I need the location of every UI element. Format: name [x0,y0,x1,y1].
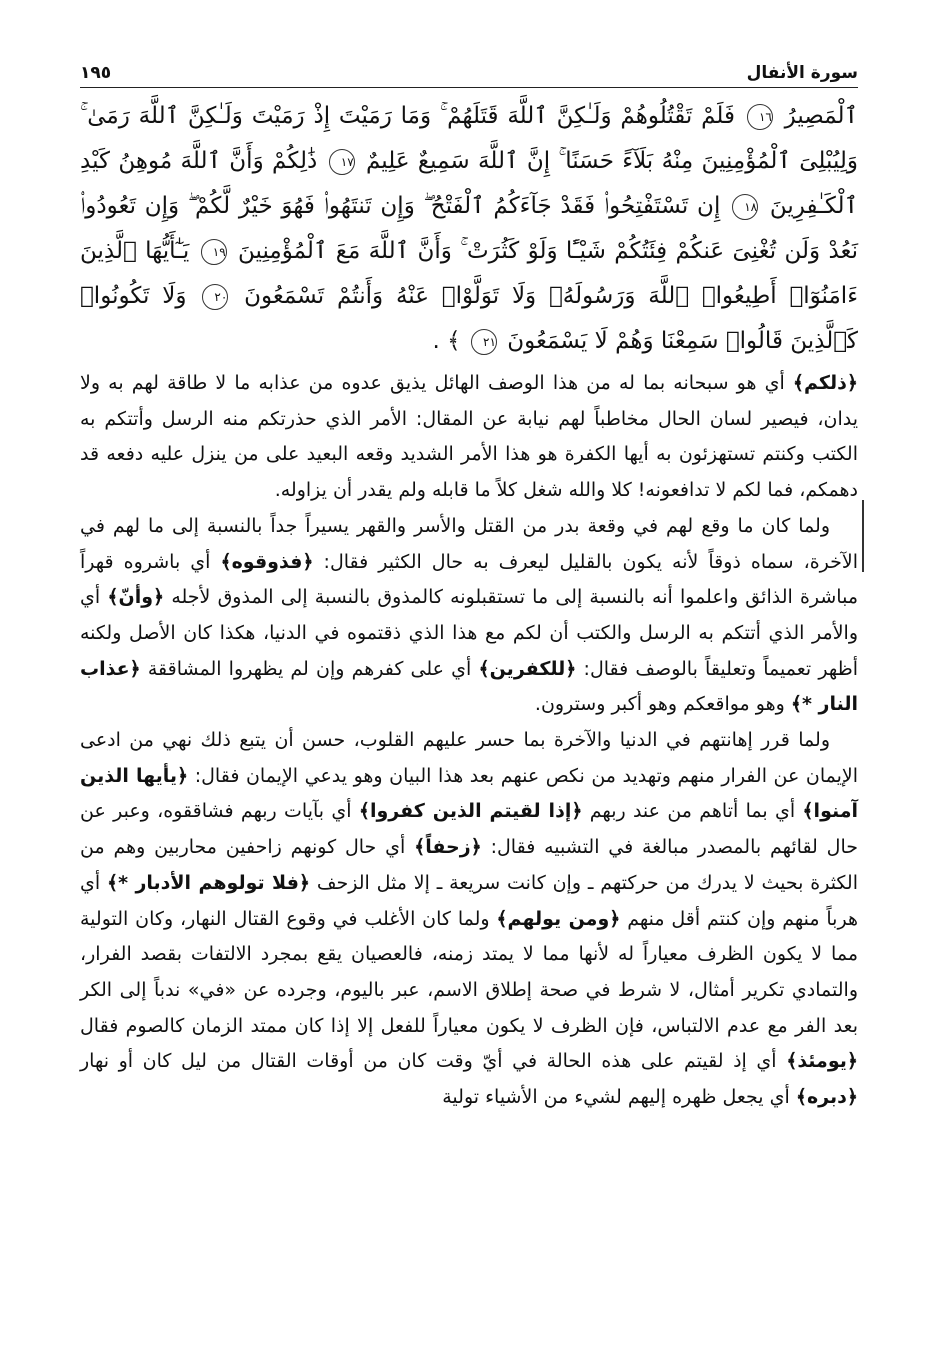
paragraph-text: ولما كان ما وقع لهم في وقعة بدر من القتل والأسر والقهر يسيراً جداً بالنسبة إلى ما لهم في الآخرة، سماه ذوقاً لأنه يكون بالقليل ليعرف به حال الكثير فقال: [80,514,859,573]
page-header [80,55,858,88]
quran-verses [80,94,858,364]
quoted-verse-segment: ﴿زحفاً﴾ [414,836,482,859]
ayah-number-marker: ١٨ [732,194,758,220]
verse-text: يَـٰٓأَيُّهَا ٱلَّذِينَ ءَامَنُوٓا۟ أَطِيعُوا۟ ٱللَّهَ وَرَسُولَهُۥ وَلَا تَوَلَّوْا۟ عَنْهُ وَأَنتُمْ تَسْمَعُونَ [80,238,859,309]
page-number: ١٩٥ [80,63,112,83]
paragraph-text: أي هو سبحانه بما له من هذا الوصف الهائل يذيق عدوه من عذابه ما لا طاقة لهم به ولا يدان، فيصير لسان الحال مخاطباً لهم نيابة عن المقال: الأمر الذي حذرتكم منه الرسل وأتتكم به الكتب وكنتم تستهزئون به أيها الكفرة هو هذا الأمر الشديد وقعه البعيد على من ينزل عليه دفعه قد دهمكم، فما لكم لا تدافعونه! كلا والله شغل كلاً ما قابله ولم يقدر أن يزاوله. [80,372,858,502]
ayah-number-marker: ٢١ [471,329,497,355]
ayah-number-marker: ١٦ [747,104,773,130]
ayah-number-marker: ٢٠ [202,284,228,310]
quoted-verse-segment: ﴿فلا تولوهم الأدبار *﴾ [106,871,311,894]
quoted-verse-segment: ﴿يأيها الذين آمنوا﴾ [80,764,859,823]
paragraph-text: وهو مواقعكم وهو أكبر وسترون. [534,693,791,716]
ayah-number-marker: ١٩ [201,239,227,265]
paragraph-text: أي والأمر الذي أتتكم به الرسل والكتب أن لكم مع هذا الذي ذقتموه في الدنيا، هكذا كان الأصل ولكنه أظهر تعميماً وتعليقاً بالوصف فقال: [80,586,858,680]
verse-text: إِن تَسْتَفْتِحُوا۟ فَقَدْ جَآءَكُمُ ٱلْفَتْحُ ۖ وَإِن تَنتَهُوا۟ فَهُوَ خَيْرٌ لَّكُمْ ۖ وَإِن تَعُودُوا۟ نَعُدْ وَلَن تُغْنِىَ عَنكُمْ فِئَتُكُمْ شَيْـًٔا وَلَوْ كَثُرَتْ ۚ وَأَنَّ ٱللَّهَ مَعَ ٱلْمُؤْمِنِينَ [80,193,859,264]
verse-text: ٱلْمَصِيرُ [784,103,858,129]
quoted-verse-segment: ﴿ذلكم﴾ [792,372,858,394]
verses-closing: ﴾ . [432,328,461,354]
quoted-verse-segment: ﴿عذاب النار *﴾ [80,657,858,716]
paragraph-text: أي باشروه قهراً مباشرة الذائق واعلموا أنه بالنسبة إلى ما تستقبلونه كالمذوق بالنسبة إلى المذوق لأجله [80,550,859,609]
paragraph-text: أي على كفرهم وإن لم يظهروا المشاققة [140,657,479,680]
paragraph-text: ولما قرر إهانتهم في الدنيا والآخرة بما حسر عليهم القلوب، حسن أن يتبع ذلك نهي من ادعى الإيمان عن الفرار منهم وتهديد من نكص عنهم بعد هذا البيان وهو يدعي الإيمان فقال: [80,729,858,787]
margin-rule [862,500,864,572]
verse-text: ذَٰلِكُمْ وَأَنَّ ٱللَّهَ مُوهِنُ كَيْدِ ٱلْكَـٰفِرِينَ [80,148,859,219]
surah-title: سورة الأنفال [746,63,858,83]
paragraph-text: أي حال كونهم زاحفين محاربين وهم من الكثرة بحيث لا يدرك من حركتهم ـ وإن كانت سريعة ـ إلا مثل الزحف [80,836,858,894]
quoted-verse-segment: ﴿وأنّ﴾ [107,586,165,609]
quoted-verse-segment: ﴿يومئذ﴾ [786,1050,858,1073]
page [80,55,858,1116]
commentary-paragraph [80,509,858,723]
paragraph-text: أي إذ لقيتم على هذه الحالة في أيّ وقت كان من أوقات القتال من ليل كان أو نهار [80,1050,787,1073]
quoted-verse-segment: ﴿للكفرين﴾ [478,657,577,680]
commentary-paragraph [80,723,858,1116]
quoted-verse-segment: ﴿إذا لقيتم الذين كفروا﴾ [358,800,583,823]
commentary [80,366,858,1116]
paragraph-text: أي هرباً منهم وإن كنتم أقل منهم [80,871,858,930]
quoted-verse-segment: ﴿فذوقوه﴾ [220,550,314,573]
verse-text: وَلَا تَكُونُوا۟ كَٱلَّذِينَ قَالُوا۟ سَمِعْنَا وَهُمْ لَا يَسْمَعُونَ [80,283,858,354]
quoted-verse-segment: ﴿دبره﴾ [795,1086,858,1109]
paragraph-text: أي بما أتاهم من عند ربهم [582,800,803,823]
paragraph-text: أي بآيات ربهم فشاققوه، وعبر عن حال لقائهم بالمصدر مبالغة في التشبيه فقال: [80,800,858,859]
quoted-verse-segment: ﴿ومن يولهم﴾ [496,907,621,930]
paragraph-text: ولما كان الأغلب في وقوع القتال النهار، وكان التولية مما لا يكون الظرف معياراً له لأنها مما لا يمتد زمنه، فالعصيان يقع بمجرد الالتفات بقصد الفرار، والتمادي تكرير أمثال، لا شرط في صحة إطلاق الاسم، عبر باليوم، وجرده عن «في» ندباً إلى الكر بعد الفر مع عدم الالتباس، فإن الظرف لا يكون معياراً للفعل إلا إذا كان ممتد الزمان كالصوم فقال [80,907,858,1037]
commentary-paragraph [80,366,858,509]
paragraph-text: أي يجعل ظهره إليهم لشيء من الأشياء تولية [442,1086,796,1109]
ayah-number-marker: ١٧ [329,149,355,175]
verse-text: فَلَمْ تَقْتُلُوهُمْ وَلَـٰكِنَّ ٱللَّهَ قَتَلَهُمْ ۚ وَمَا رَمَيْتَ إِذْ رَمَيْتَ وَلَـٰكِنَّ ٱللَّهَ رَمَىٰ ۚ وَلِيُبْلِىَ ٱلْمُؤْمِنِينَ مِنْهُ بَلَآءً حَسَنًا ۚ إِنَّ ٱللَّهَ سَمِيعٌ عَلِيمٌ [80,103,859,174]
